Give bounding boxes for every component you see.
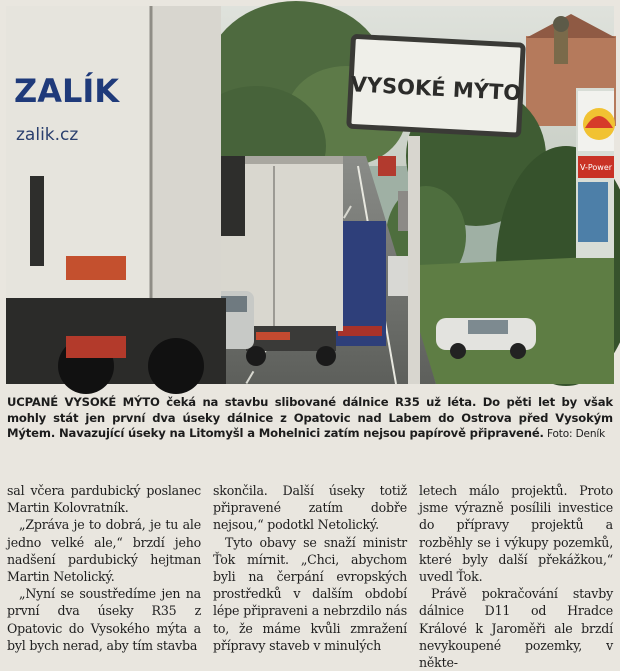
road-sign-text: VYSOKÉ MÝTO — [350, 72, 522, 106]
paragraph: Právě pokračování stavby dálnice D11 od Hradce Králové k Jaroměři ale brzdí nevykoupené pozemky, v někte- — [419, 586, 613, 671]
photo-credit: Foto: Deník — [543, 428, 606, 440]
article-column-2 — [213, 482, 407, 653]
photo-caption — [7, 395, 613, 443]
truck-web-text: zalik.cz — [16, 125, 79, 145]
paragraph: sal včera pardubický poslanec Martin Kolovratník. — [7, 483, 201, 516]
paragraph: letech málo projektů. Proto jsme výrazně posílili investice do přípravy projektů a rozběhly se i výkupy pozemků, které byly další překážkou,“ uvedl Ťok. — [419, 483, 613, 585]
truck-logo-text: ZALÍK — [14, 72, 120, 110]
paragraph: Tyto obavy se snaží ministr Ťok mírnit. „Chci, abychom byli na čerpání evropských prostředků v dalším období lépe připraveni a nebrzdilo nás to, že máme kvůli zmražení přípravy staveb v minulých — [213, 534, 407, 653]
station-sign-text: V-Power — [579, 163, 613, 172]
news-photo — [6, 6, 614, 384]
caption-text: čeká na stavbu slibované dálnice R35 už léta. Do pěti let by však mohly stát jen první dva úseky dálnice z Opatovic nad Labem do Ostrova před Vysokým Mýtem. Navazující úseky na Litomyšl a Mohelnici zatím nejsou papírově připravené. — [7, 395, 613, 440]
paragraph: „Nyní se soustředíme jen na první dva úseky R35 z Opatovic do Vysokého mýta a byl bych nerad, aby tím stavba — [7, 586, 201, 653]
paragraph: „Zpráva je to dobrá, je tu ale jedno velké ale,“ brzdí jeho nadšení pardubický hejtman Martin Netolický. — [7, 517, 201, 585]
caption-lead: UCPANÉ VYSOKÉ MÝTO — [7, 395, 160, 409]
article-column-1 — [7, 482, 201, 653]
article-body — [7, 482, 613, 671]
paragraph: skončila. Další úseky totiž připravené zatím dobře nejsou,“ podotkl Netolický. — [213, 483, 407, 533]
article-column-3 — [419, 482, 613, 671]
